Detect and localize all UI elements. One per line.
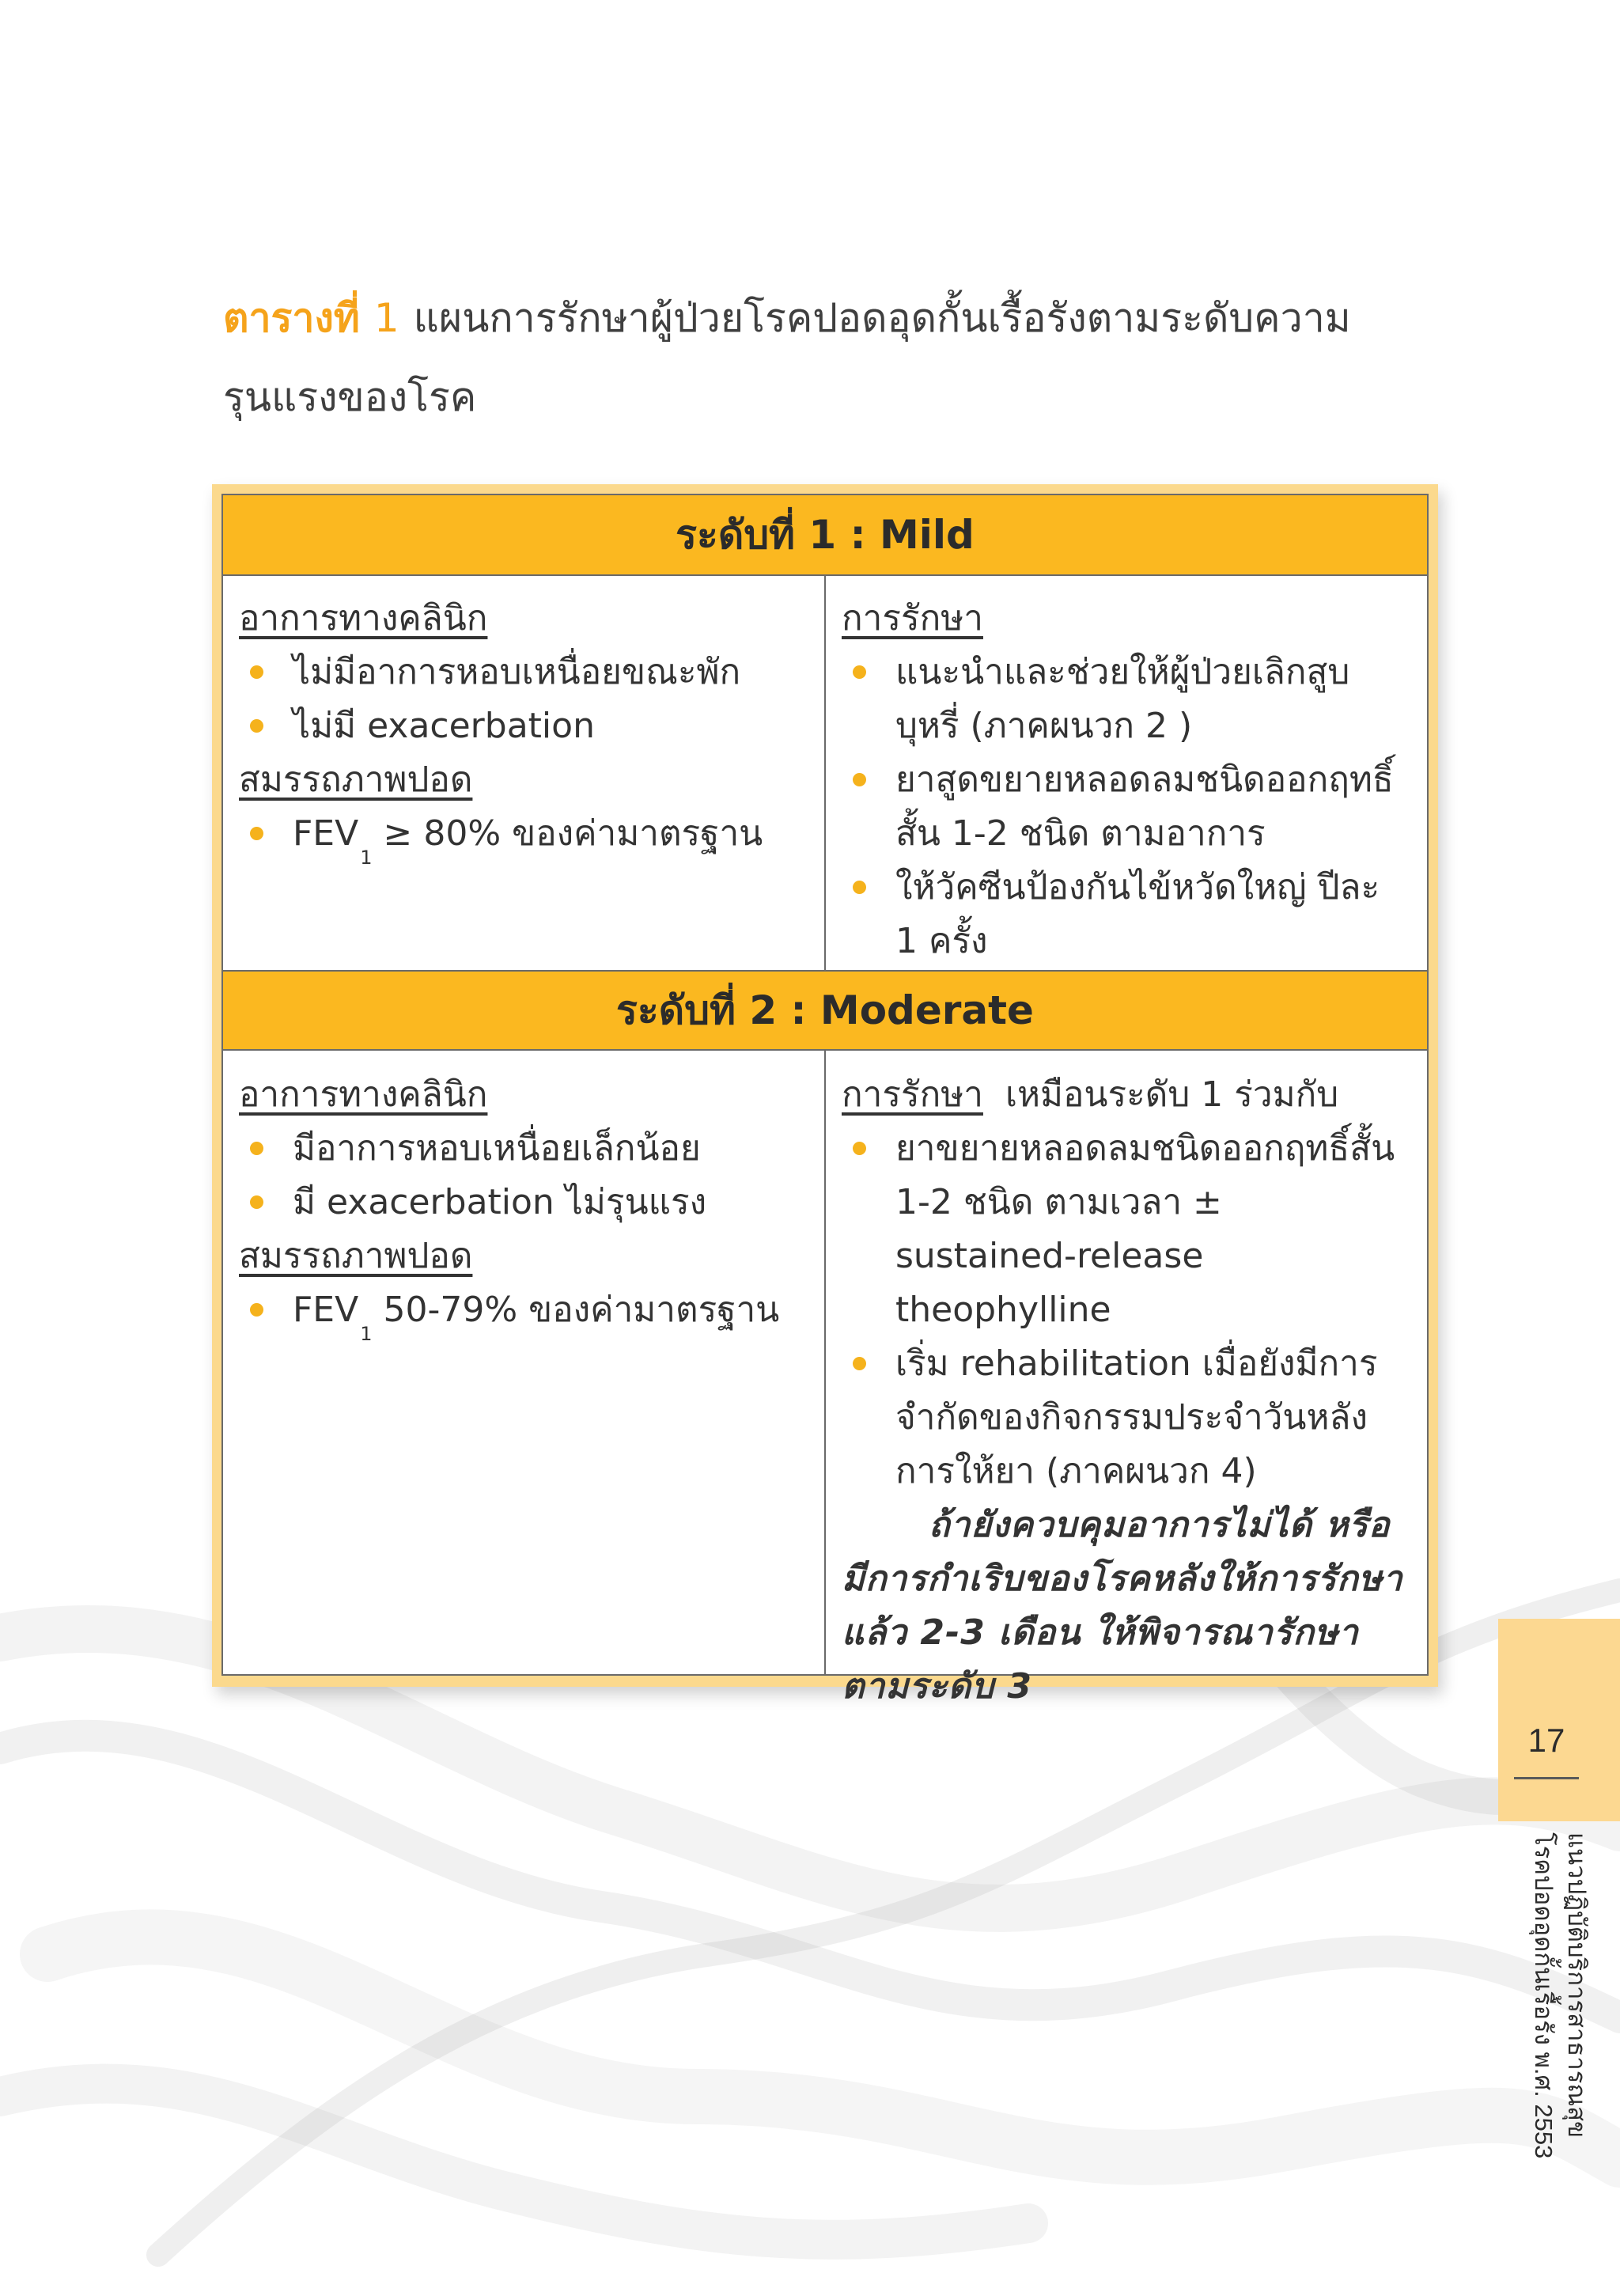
page-number: 17 <box>1527 1722 1565 1759</box>
treatment-table <box>221 494 1429 1707</box>
level2-lung-heading: สมรรถภาพปอด <box>239 1236 473 1276</box>
level1-treatment-heading: การรักษา <box>842 598 983 638</box>
list-item: $FEV_1\ge 80\%$ ของค่ามาตรฐาน <box>239 807 808 866</box>
bullet-icon <box>250 827 263 840</box>
level2-treatment-cell <box>842 1068 1411 1714</box>
level2-header: ระดับที่ 2 : Moderate <box>223 970 1427 1051</box>
level1-lung-heading: สมรรถภาพปอด <box>239 760 473 800</box>
level1-clinical-cell <box>239 592 808 869</box>
bullet-icon <box>853 1142 866 1155</box>
caption-title-line1: แผนการรักษาผู้ป่วยโรคปอดอุดกั้นเรื้อรังตามระดับความ <box>413 295 1351 341</box>
list-item: ยาขยายหลอดลมชนิดออกฤทธิ์สั้น 1-2 ชนิด ตามเวลา ± sustained-release theophylline <box>842 1122 1411 1337</box>
bullet-icon <box>853 1357 866 1370</box>
bullet-icon <box>250 719 263 733</box>
bullet-icon <box>853 773 866 786</box>
table-caption <box>223 278 1457 437</box>
level2-clinical-heading: อาการทางคลินิก <box>239 1074 488 1115</box>
bullet-icon <box>250 665 263 679</box>
list-item: แนะนำและช่วยให้ผู้ป่วยเลิกสูบบุหรี่ (ภาคผนวก 2 ) <box>842 646 1411 753</box>
running-footer <box>1498 1832 1593 2165</box>
column-divider <box>824 1051 826 1676</box>
treatment-table-frame <box>212 484 1438 1707</box>
caption-title-line2: รุนแรงของโรค <box>223 374 477 420</box>
level2-treatment-heading: การรักษา <box>842 1074 983 1115</box>
bullet-icon <box>853 665 866 679</box>
escalation-note: ถ้ายังควบคุมอาการไม่ได้ หรือมีการกำเริบของโรคหลังให้การรักษาแล้ว 2-3 เดือน ให้พิจารณารักษาตามระดับ 3 <box>842 1505 1403 1707</box>
running-footer-line1: แนวปฏิบัติบริการสาธารณสุข <box>1563 1832 1591 2139</box>
level1-clinical-heading: อาการทางคลินิก <box>239 598 488 638</box>
level2-clinical-cell <box>239 1068 808 1345</box>
list-item: ไม่มีอาการหอบเหนื่อยขณะพัก <box>239 646 808 699</box>
list-item: ไม่มี exacerbation <box>239 699 808 753</box>
bullet-icon <box>250 1195 263 1209</box>
page-number-underline <box>1514 1777 1579 1779</box>
page-number-tab <box>1498 1619 1620 1821</box>
caption-label: ตารางที่ <box>223 295 360 341</box>
bullet-icon <box>250 1142 263 1155</box>
list-item: เริ่ม rehabilitation เมื่อยังมีการจำกัดของกิจกรรมประจำวันหลังการให้ยา (ภาคผนวก 4) <box>842 1337 1411 1498</box>
list-item: มี exacerbation ไม่รุนแรง <box>239 1176 808 1229</box>
list-item: มีอาการหอบเหนื่อยเล็กน้อย <box>239 1122 808 1176</box>
level1-header: ระดับที่ 1 : Mild <box>223 495 1427 576</box>
list-item: $FEV_150-79\%$ ของค่ามาตรฐาน <box>239 1283 808 1342</box>
bullet-icon <box>853 881 866 894</box>
list-item: ยาสูดขยายหลอดลมชนิดออกฤทธิ์สั้น 1-2 ชนิด ตามอาการ <box>842 753 1411 861</box>
caption-number: 1 <box>373 295 399 341</box>
level1-treatment-cell <box>842 592 1411 968</box>
running-footer-line2: โรคปอดอุดกั้นเรื้อรัง พ.ศ. 2553 <box>1530 1832 1558 2159</box>
bullet-icon <box>250 1303 263 1317</box>
list-item: ให้วัคซีนป้องกันไข้หวัดใหญ่ ปีละ 1 ครั้ง <box>842 861 1411 968</box>
column-divider <box>824 576 826 972</box>
level2-treatment-suffix: เหมือนระดับ 1 ร่วมกับ <box>1005 1074 1339 1115</box>
